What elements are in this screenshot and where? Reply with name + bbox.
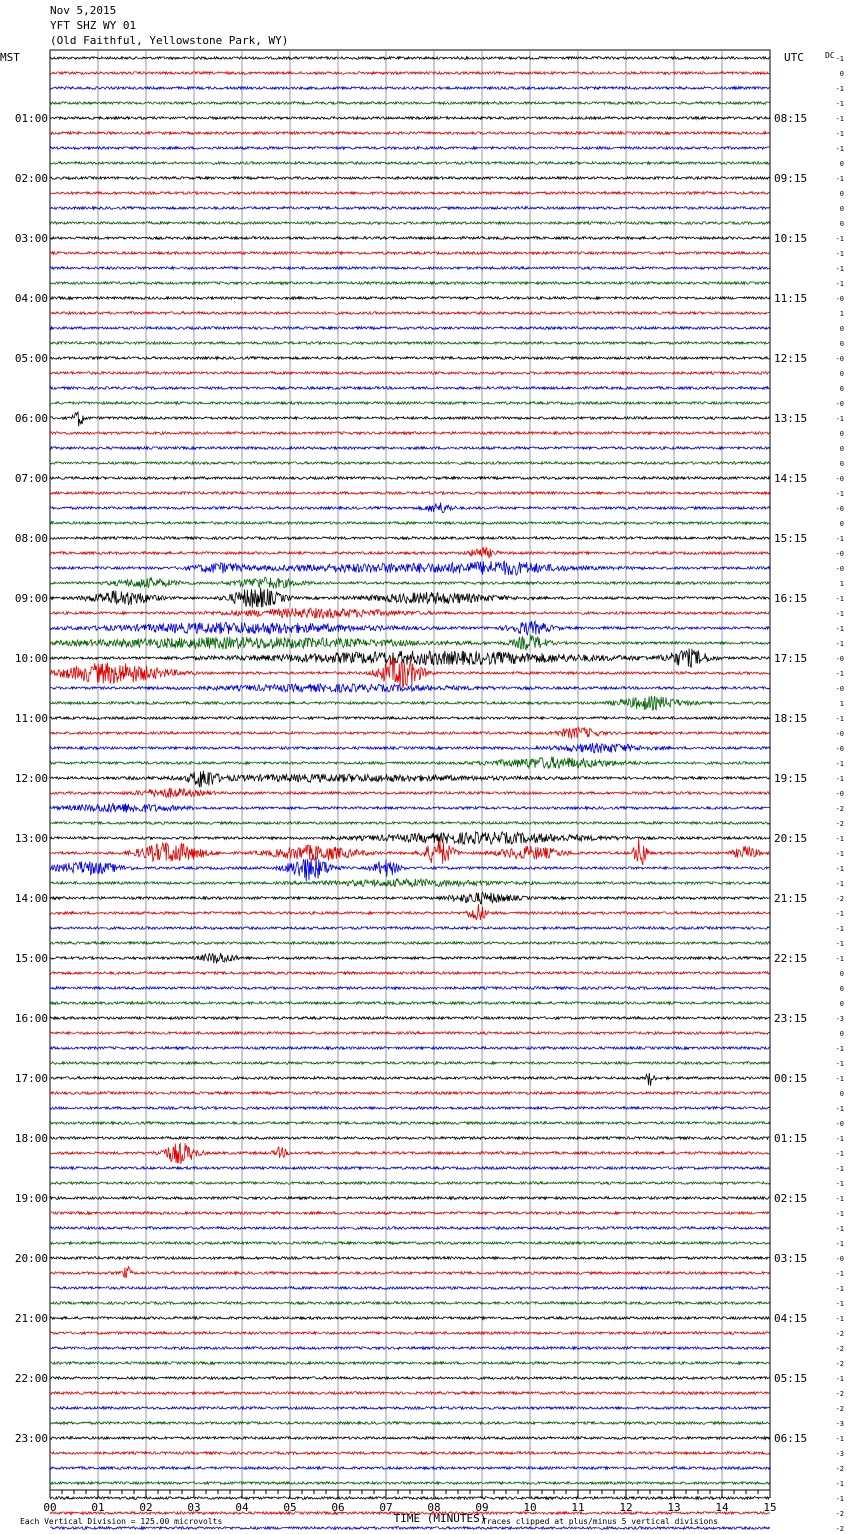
seismic-trace [50, 953, 770, 964]
seismic-trace [50, 838, 770, 865]
utc-hour-label: 16:15 [774, 592, 808, 605]
right-axis-label: UTC [784, 51, 804, 64]
x-tick-label: 01 [91, 1501, 105, 1514]
x-axis-label: TIME (MINUTES) [393, 1512, 487, 1525]
dc-value: -2 [835, 895, 844, 903]
seismic-trace [50, 147, 770, 150]
utc-hour-label: 12:15 [774, 352, 808, 365]
seismic-trace [50, 1257, 770, 1260]
x-tick-label: 15 [763, 1501, 777, 1514]
utc-hour-label: 20:15 [774, 832, 808, 845]
seismic-trace [50, 267, 770, 270]
seismic-trace [50, 1317, 770, 1320]
mst-hour-label: 13:00 [14, 832, 48, 845]
seismic-trace [50, 635, 770, 650]
dc-value: -2 [835, 1360, 844, 1368]
seismic-trace [50, 192, 770, 195]
seismic-trace [50, 72, 770, 75]
dc-value: 0 [839, 160, 844, 168]
mst-hour-label: 21:00 [14, 1312, 48, 1325]
seismic-trace [50, 696, 770, 710]
dc-value: -1 [835, 760, 844, 768]
mst-hour-label: 08:00 [14, 532, 48, 545]
x-tick-label: 06 [331, 1501, 345, 1514]
seismic-trace [50, 1212, 770, 1215]
utc-hour-label: 02:15 [774, 1192, 808, 1205]
dc-value: -1 [835, 715, 844, 723]
seismic-trace [50, 727, 770, 739]
seismic-trace [50, 1347, 770, 1350]
utc-hour-label: 05:15 [774, 1372, 808, 1385]
seismic-trace [50, 1092, 770, 1095]
dc-value: 0 [839, 190, 844, 198]
seismic-trace [50, 1143, 770, 1164]
dc-value: -1 [835, 115, 844, 123]
mst-hour-label: 03:00 [14, 232, 48, 245]
seismic-trace [50, 1073, 770, 1086]
header-date: Nov 5,2015 [50, 4, 117, 17]
utc-hour-label: 08:15 [774, 112, 808, 125]
mst-hour-label: 09:00 [14, 592, 48, 605]
seismic-trace [50, 237, 770, 240]
dc-value: -1 [835, 130, 844, 138]
utc-hour-label: 17:15 [774, 652, 808, 665]
dc-value: -1 [835, 1210, 844, 1218]
mst-hour-label: 19:00 [14, 1192, 48, 1205]
seismic-trace [50, 1527, 770, 1530]
seismic-trace [50, 432, 770, 435]
dc-value: -1 [835, 595, 844, 603]
seismic-trace [50, 222, 770, 225]
seismic-trace [50, 832, 770, 844]
seismic-trace [50, 1377, 770, 1380]
dc-value: -0 [835, 1120, 844, 1128]
x-tick-label: 00 [43, 1501, 57, 1514]
seismic-trace [50, 771, 770, 787]
utc-hour-label: 18:15 [774, 712, 808, 725]
x-tick-label: 07 [379, 1501, 393, 1514]
dc-value: -0 [835, 685, 844, 693]
dc-value: -2 [835, 1510, 844, 1518]
seismic-trace [50, 608, 770, 618]
seismic-trace [50, 1437, 770, 1440]
seismic-trace [50, 117, 770, 120]
dc-value: 0 [839, 385, 844, 393]
seismic-trace [50, 788, 770, 798]
mst-hour-label: 06:00 [14, 412, 48, 425]
seismic-trace [50, 927, 770, 930]
seismic-trace [50, 1287, 770, 1290]
footer-scale: Each Vertical Division = 125.00 microvolts [20, 1517, 223, 1526]
mst-hour-label: 07:00 [14, 472, 48, 485]
mst-hour-label: 17:00 [14, 1072, 48, 1085]
seismic-trace [50, 1167, 770, 1170]
dc-value: -2 [835, 1405, 844, 1413]
dc-value: -1 [835, 1375, 844, 1383]
seismic-trace [50, 1497, 770, 1500]
seismic-trace [50, 462, 770, 465]
dc-value: 0 [839, 220, 844, 228]
dc-value: -3 [835, 1420, 844, 1428]
dc-value: -1 [835, 535, 844, 543]
dc-value: -0 [835, 505, 844, 513]
seismic-trace [50, 822, 770, 825]
seismic-trace [50, 282, 770, 285]
mst-hour-label: 16:00 [14, 1012, 48, 1025]
x-tick-label: 10 [523, 1501, 537, 1514]
x-tick-label: 05 [283, 1501, 297, 1514]
mst-hour-label: 20:00 [14, 1252, 48, 1265]
dc-value: -1 [835, 250, 844, 258]
seismic-trace [50, 207, 770, 210]
dc-value: -1 [835, 1135, 844, 1143]
dc-value: -1 [835, 925, 844, 933]
dc-value: -0 [835, 730, 844, 738]
mst-hour-label: 18:00 [14, 1132, 48, 1145]
dc-value: -1 [835, 1300, 844, 1308]
seismic-trace [50, 387, 770, 390]
dc-value: 0 [839, 1090, 844, 1098]
seismic-trace [50, 892, 770, 904]
dc-value: -1 [835, 265, 844, 273]
seismic-trace [50, 1047, 770, 1050]
utc-hour-label: 10:15 [774, 232, 808, 245]
seismic-trace [50, 177, 770, 180]
mst-hour-label: 10:00 [14, 652, 48, 665]
x-tick-label: 13 [667, 1501, 681, 1514]
seismic-trace [50, 327, 770, 330]
seismic-trace [50, 1002, 770, 1005]
seismic-trace [50, 1197, 770, 1200]
seismic-trace [50, 743, 770, 753]
dc-value: -1 [835, 865, 844, 873]
utc-hour-label: 13:15 [774, 412, 808, 425]
dc-value: 0 [839, 205, 844, 213]
utc-hour-label: 15:15 [774, 532, 808, 545]
dc-value: 0 [839, 70, 844, 78]
seismic-trace [50, 402, 770, 405]
mst-hour-label: 01:00 [14, 112, 48, 125]
dc-value: 0 [839, 985, 844, 993]
dc-value: 0 [839, 1030, 844, 1038]
seismic-trace [50, 412, 770, 426]
dc-value: -1 [835, 175, 844, 183]
seismic-trace [50, 1017, 770, 1020]
dc-value: -0 [835, 790, 844, 798]
utc-hour-label: 00:15 [774, 1072, 808, 1085]
mst-hour-label: 02:00 [14, 172, 48, 185]
dc-value: -3 [835, 1015, 844, 1023]
dc-value: -1 [835, 85, 844, 93]
seismic-trace [50, 87, 770, 90]
dc-value: -1 [835, 850, 844, 858]
dc-value: -1 [835, 235, 844, 243]
seismic-trace [50, 1267, 770, 1278]
seismic-trace [50, 1422, 770, 1425]
seismic-trace [50, 717, 770, 720]
seismic-trace [50, 1452, 770, 1455]
seismic-trace [50, 492, 770, 495]
mst-hour-label: 12:00 [14, 772, 48, 785]
mst-hour-label: 04:00 [14, 292, 48, 305]
seismic-trace [50, 987, 770, 990]
seismic-trace [50, 1332, 770, 1335]
dc-value: -3 [835, 1450, 844, 1458]
dc-value: -2 [835, 820, 844, 828]
header-location: (Old Faithful, Yellowstone Park, WY) [50, 34, 289, 47]
dc-value: 0 [839, 340, 844, 348]
x-tick-label: 09 [475, 1501, 489, 1514]
dc-value: -1 [835, 940, 844, 948]
dc-value: -1 [835, 55, 844, 63]
x-tick-label: 12 [619, 1501, 633, 1514]
dc-value: -0 [835, 1255, 844, 1263]
header-station: YFT SHZ WY 01 [50, 19, 137, 32]
seismic-trace [50, 372, 770, 375]
dc-value: -0 [835, 565, 844, 573]
utc-hour-label: 01:15 [774, 1132, 808, 1145]
dc-value: -1 [835, 775, 844, 783]
mst-hour-label: 22:00 [14, 1372, 48, 1385]
dc-value: -0 [835, 655, 844, 663]
dc-value: 1 [839, 580, 844, 588]
dc-value: -1 [835, 1045, 844, 1053]
seismic-trace [50, 972, 770, 975]
seismic-trace [50, 1182, 770, 1185]
x-tick-label: 11 [571, 1501, 585, 1514]
utc-hour-label: 04:15 [774, 1312, 808, 1325]
seismic-trace [50, 658, 770, 688]
dc-value: -1 [835, 145, 844, 153]
left-axis-label: MST [0, 51, 20, 64]
x-tick-label: 04 [235, 1501, 249, 1514]
seismic-trace [50, 1302, 770, 1305]
dc-value: 0 [839, 430, 844, 438]
seismic-trace [50, 879, 770, 887]
footer-clip-note: Traces clipped at plus/minus 5 vertical divisions [482, 1517, 719, 1526]
dc-value: -1 [835, 1240, 844, 1248]
dc-value: -1 [835, 640, 844, 648]
dc-value: -1 [835, 670, 844, 678]
seismic-trace [50, 312, 770, 315]
dc-value: -1 [835, 1150, 844, 1158]
dc-value: -1 [835, 1480, 844, 1488]
seismic-trace [50, 537, 770, 540]
dc-value: -1 [835, 955, 844, 963]
dc-value: -1 [835, 910, 844, 918]
dc-value: -1 [835, 1060, 844, 1068]
seismic-trace [50, 757, 770, 769]
seismic-trace [50, 547, 770, 557]
dc-value: 1 [839, 310, 844, 318]
seismic-trace [50, 297, 770, 300]
dc-value: 0 [839, 445, 844, 453]
dc-value: -1 [835, 625, 844, 633]
seismic-trace [50, 342, 770, 345]
dc-value: -0 [835, 400, 844, 408]
seismic-trace [50, 1242, 770, 1245]
dc-value: -2 [835, 1330, 844, 1338]
seismic-trace [50, 252, 770, 255]
dc-value: -1 [835, 1165, 844, 1173]
utc-hour-label: 09:15 [774, 172, 808, 185]
utc-hour-label: 14:15 [774, 472, 808, 485]
dc-value: -0 [835, 355, 844, 363]
seismic-trace [50, 503, 770, 513]
dc-value: 0 [839, 520, 844, 528]
dc-value: -0 [835, 745, 844, 753]
dc-value: -1 [835, 1435, 844, 1443]
mst-hour-label: 05:00 [14, 352, 48, 365]
dc-value: 0 [839, 1000, 844, 1008]
seismic-trace [50, 132, 770, 135]
seismic-trace [50, 477, 770, 480]
seismic-trace [50, 1032, 770, 1035]
seismic-trace [50, 1392, 770, 1395]
seismic-trace [50, 162, 770, 165]
seismic-trace [50, 357, 770, 360]
mst-hour-label: 23:00 [14, 1432, 48, 1445]
dc-value: -1 [835, 1285, 844, 1293]
utc-hour-label: 19:15 [774, 772, 808, 785]
dc-value: 0 [839, 370, 844, 378]
dc-value: 0 [839, 970, 844, 978]
dc-value: -2 [835, 805, 844, 813]
dc-value: -1 [835, 1180, 844, 1188]
utc-hour-label: 06:15 [774, 1432, 808, 1445]
x-tick-label: 02 [139, 1501, 153, 1514]
seismic-trace [50, 588, 770, 608]
dc-value: -1 [835, 1195, 844, 1203]
dc-value: -1 [835, 880, 844, 888]
mst-hour-label: 14:00 [14, 892, 48, 905]
dc-value: -0 [835, 475, 844, 483]
utc-hour-label: 03:15 [774, 1252, 808, 1265]
dc-value: -2 [835, 1345, 844, 1353]
seismic-trace [50, 1107, 770, 1110]
dc-label: DC [825, 51, 835, 60]
dc-value: -2 [835, 1390, 844, 1398]
seismic-trace [50, 102, 770, 105]
dc-value: -1 [835, 100, 844, 108]
dc-value: -1 [835, 1225, 844, 1233]
seismic-trace [50, 1227, 770, 1230]
dc-value: -0 [835, 295, 844, 303]
utc-hour-label: 23:15 [774, 1012, 808, 1025]
utc-hour-label: 22:15 [774, 952, 808, 965]
seismic-trace [50, 561, 770, 576]
utc-hour-label: 11:15 [774, 292, 808, 305]
seismic-trace [50, 57, 770, 60]
seismic-trace [50, 857, 770, 881]
seismic-trace [50, 1467, 770, 1470]
seismic-trace [50, 904, 770, 920]
seismic-trace [50, 522, 770, 525]
dc-value: -1 [835, 610, 844, 618]
seismic-trace [50, 942, 770, 945]
x-tick-label: 08 [427, 1501, 441, 1514]
dc-value: -2 [835, 1525, 844, 1533]
seismic-trace [50, 1362, 770, 1365]
dc-value: -2 [835, 1465, 844, 1473]
seismic-trace [50, 684, 770, 692]
seismic-trace [50, 621, 770, 635]
dc-value: -1 [835, 1315, 844, 1323]
dc-value: -1 [835, 415, 844, 423]
seismic-trace [50, 1062, 770, 1065]
dc-value: -1 [835, 490, 844, 498]
utc-hour-label: 21:15 [774, 892, 808, 905]
x-tick-label: 03 [187, 1501, 201, 1514]
seismic-trace [50, 447, 770, 450]
seismic-trace [50, 1407, 770, 1410]
dc-value: 0 [839, 325, 844, 333]
seismic-trace [50, 1122, 770, 1125]
seismic-trace [50, 803, 770, 813]
dc-value: -1 [835, 835, 844, 843]
dc-value: -1 [835, 1105, 844, 1113]
dc-value: -0 [835, 550, 844, 558]
dc-value: 0 [839, 460, 844, 468]
dc-value: -1 [835, 1075, 844, 1083]
x-tick-label: 14 [715, 1501, 729, 1514]
seismic-trace [50, 577, 770, 588]
seismic-trace [50, 1137, 770, 1140]
dc-value: -1 [835, 280, 844, 288]
dc-value: -1 [835, 1495, 844, 1503]
seismic-trace [50, 1482, 770, 1485]
mst-hour-label: 15:00 [14, 952, 48, 965]
dc-value: -1 [835, 1270, 844, 1278]
mst-hour-label: 11:00 [14, 712, 48, 725]
dc-value: 1 [839, 700, 844, 708]
